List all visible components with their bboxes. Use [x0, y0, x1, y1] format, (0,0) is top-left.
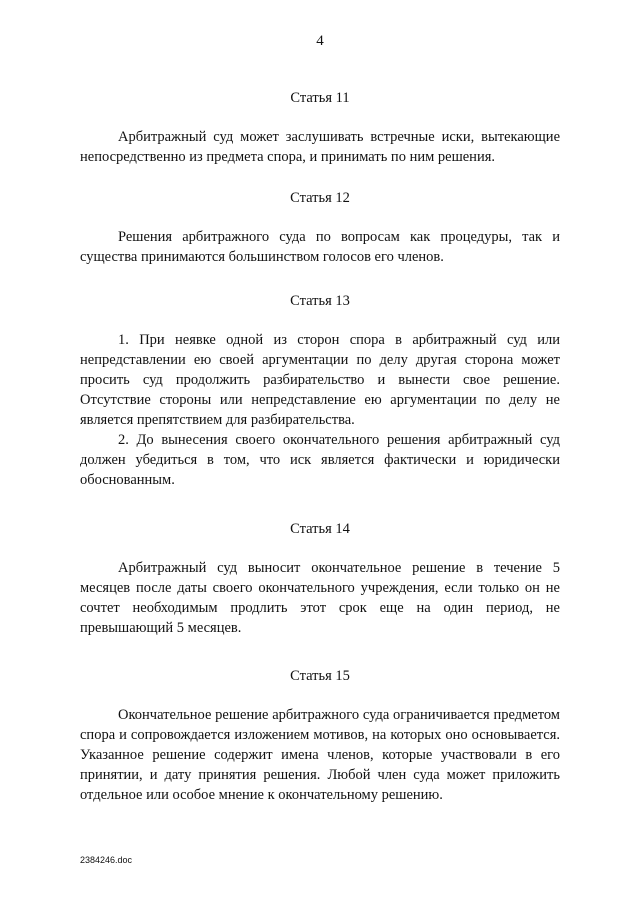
article-paragraph: Арбитражный суд может заслушивать встречные иски, вытекающие непосредственно из предмета спора, и принимать по ним решения. — [80, 129, 560, 165]
article-13 — [80, 290, 560, 490]
file-name-footer: 2384246.doc — [80, 855, 133, 865]
article-title: Статья 12 — [290, 190, 350, 206]
article-title: Статья 15 — [290, 668, 350, 684]
article-14 — [80, 518, 560, 638]
article-title: Статья 14 — [290, 521, 350, 537]
page-number: 4 — [316, 33, 324, 49]
article-paragraph: Решения арбитражного суда по вопросам как процедуры, так и существа принимаются большинством голосов его членов. — [80, 229, 560, 265]
article-paragraph: Окончательное решение арбитражного суда ограничивается предметом спора и сопровождается изложением мотивов, на которых оно основывается. Указанное решение содержит имена членов, которые участвовали в его принятии, и дату принятия решения. Любой член суда может приложить отдельное или особое мнение к окончательному решению. — [80, 707, 560, 803]
article-12 — [80, 187, 560, 267]
article-paragraph: 1. При неявке одной из сторон спора в арбитражный суд или непредставлении ею своей аргументации по делу другая сторона может просить суд продолжить разбирательство и вынести свое решение. Отсутствие стороны или непредставление ею аргументации по делу не является препятствием для разбирательства. — [80, 332, 560, 428]
article-title: Статья 13 — [290, 293, 350, 309]
article-title: Статья 11 — [290, 90, 350, 106]
document-body — [80, 87, 560, 805]
article-paragraph: Арбитражный суд выносит окончательное решение в течение 5 месяцев после даты своего окончательного учреждения, если только он не сочтет необходимым продлить этот срок еще на один период, не превышающий 5 месяцев. — [80, 560, 560, 636]
article-paragraph: 2. До вынесения своего окончательного решения арбитражный суд должен убедиться в том, что иск является фактически и юридически обоснованным. — [80, 432, 560, 488]
article-15 — [80, 665, 560, 805]
article-11 — [80, 87, 560, 167]
